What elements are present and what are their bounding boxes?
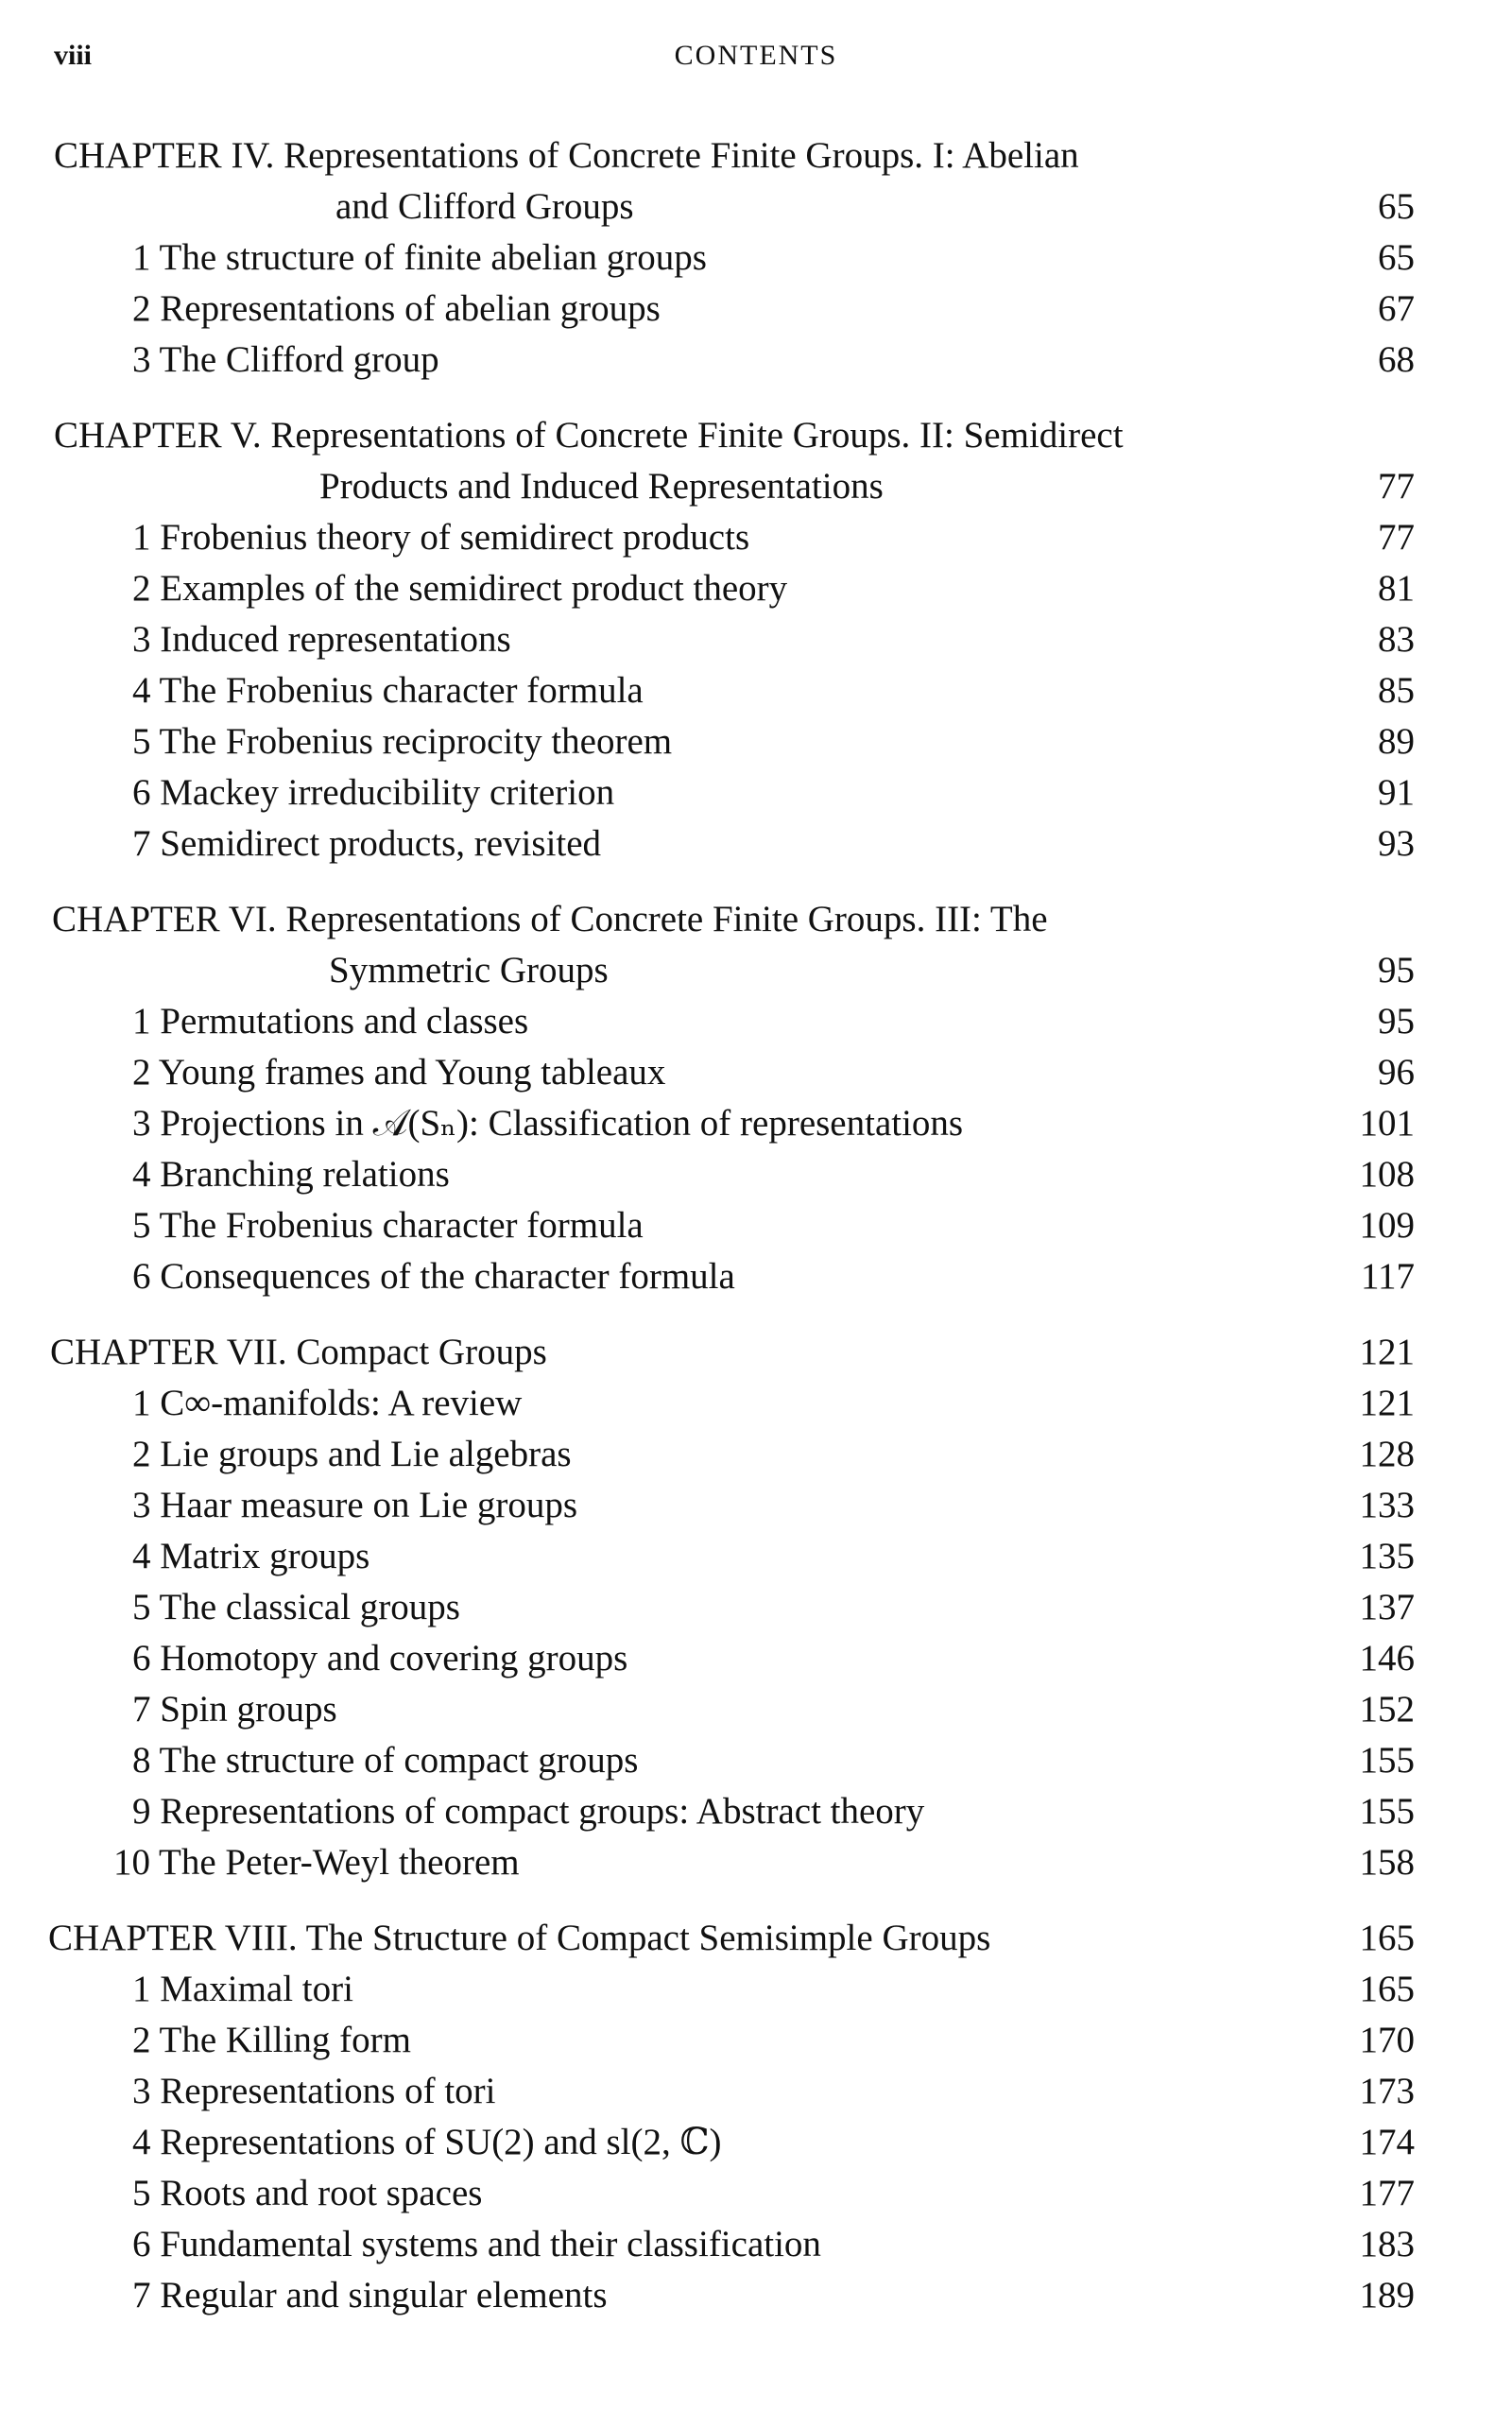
toc-entry[interactable]: 6 Homotopy and covering groups 146 (0, 1633, 1512, 1684)
toc-entry[interactable]: 2 Young frames and Young tableaux 96 (0, 1047, 1512, 1098)
entry-page: 108 (1359, 1154, 1415, 1195)
chapter-page: 165 (1359, 1918, 1415, 1958)
entry-page: 85 (1378, 670, 1415, 711)
toc-entry[interactable]: 7 Semidirect products, revisited 93 (0, 818, 1512, 869)
entry-page: 95 (1378, 1001, 1415, 1041)
entry-page: 93 (1378, 823, 1415, 864)
entry-page: 183 (1359, 2224, 1415, 2264)
entry-page: 165 (1359, 1969, 1415, 2009)
toc-entry[interactable]: 5 Roots and root spaces 177 (0, 2168, 1512, 2219)
chapter-page: 95 (1378, 950, 1415, 990)
toc-entry[interactable]: 3 Haar measure on Lie groups 133 (0, 1480, 1512, 1531)
toc-entry[interactable]: 7 Regular and singular elements 189 (0, 2270, 1512, 2321)
entry-page: 109 (1359, 1205, 1415, 1246)
toc-entry[interactable]: 2 Representations of abelian groups 67 (0, 284, 1512, 335)
entry-page: 89 (1378, 721, 1415, 762)
entry-page: 177 (1359, 2173, 1415, 2213)
toc-entry[interactable]: 6 Fundamental systems and their classification 183 (0, 2219, 1512, 2270)
entry-page: 68 (1378, 339, 1415, 380)
toc-entry[interactable]: 9 Representations of compact groups: Abstract theory 155 (0, 1786, 1512, 1837)
entry-page: 135 (1359, 1536, 1415, 1576)
chapter-title[interactable]: CHAPTER IV. Representations of Concrete Finite Groups. I: Abelian (54, 135, 1079, 176)
toc-entry[interactable]: 3 Projections in 𝒜(Sₙ): Classification of representations 101 (0, 1098, 1512, 1149)
entry-page: 121 (1359, 1383, 1415, 1423)
entry-page: 128 (1359, 1434, 1415, 1474)
chapter-title-continued[interactable]: Products and Induced Representations 77 (0, 461, 1512, 512)
running-title: CONTENTS (674, 40, 838, 71)
chapter-page: 121 (1359, 1332, 1415, 1372)
toc-entry[interactable]: 10 The Peter-Weyl theorem 158 (0, 1837, 1512, 1888)
entry-page: 155 (1359, 1791, 1415, 1832)
entry-page: 155 (1359, 1740, 1415, 1781)
chapter-title-continued[interactable]: and Clifford Groups 65 (0, 181, 1512, 232)
entry-page: 101 (1359, 1103, 1415, 1144)
chapter-iv (0, 130, 1512, 386)
toc-entry[interactable]: 2 The Killing form 170 (0, 2015, 1512, 2066)
toc-entry[interactable]: 5 The Frobenius reciprocity theorem 89 (0, 716, 1512, 767)
entry-page: 65 (1378, 237, 1415, 278)
entry-page: 137 (1359, 1587, 1415, 1627)
page-header (0, 40, 1512, 87)
entry-page: 117 (1360, 1256, 1415, 1297)
toc-entry[interactable]: 7 Spin groups 152 (0, 1684, 1512, 1735)
toc-entry[interactable]: 5 The Frobenius character formula 109 (0, 1200, 1512, 1251)
chapter-vii (0, 1327, 1512, 1888)
chapter-v (0, 410, 1512, 869)
chapter-page: 65 (1378, 186, 1415, 227)
toc-entry[interactable]: 8 The structure of compact groups 155 (0, 1735, 1512, 1786)
entry-page: 77 (1378, 517, 1415, 558)
toc-entry[interactable]: 1 Maximal tori 165 (0, 1964, 1512, 2015)
entry-page: 174 (1359, 2122, 1415, 2162)
chapter-vi (0, 894, 1512, 1302)
entry-page: 173 (1359, 2071, 1415, 2111)
toc-entry[interactable]: 1 C∞-manifolds: A review 121 (0, 1378, 1512, 1429)
entry-page: 146 (1359, 1638, 1415, 1678)
chapter-title-continued[interactable]: Symmetric Groups 95 (0, 945, 1512, 996)
toc-entry[interactable]: 1 Permutations and classes 95 (0, 996, 1512, 1047)
page-number: viii (54, 40, 93, 71)
toc-entry[interactable]: 5 The classical groups 137 (0, 1582, 1512, 1633)
toc-entry[interactable]: 3 Induced representations 83 (0, 614, 1512, 665)
chapter-title[interactable]: CHAPTER VI. Representations of Concrete Finite Groups. III: The (52, 899, 1048, 939)
toc-entry[interactable]: 4 Branching relations 108 (0, 1149, 1512, 1200)
entry-page: 158 (1359, 1842, 1415, 1883)
toc-entry[interactable]: 1 Frobenius theory of semidirect products 77 (0, 512, 1512, 563)
toc-entry[interactable]: 4 Matrix groups 135 (0, 1531, 1512, 1582)
toc-entry[interactable]: 4 Representations of SU(2) and sl(2, ℂ) 174 (0, 2117, 1512, 2168)
toc-entry[interactable]: 3 The Clifford group 68 (0, 335, 1512, 386)
toc-entry[interactable]: 3 Representations of tori 173 (0, 2066, 1512, 2117)
entry-page: 81 (1378, 568, 1415, 609)
table-of-contents (0, 130, 1512, 2346)
toc-entry[interactable]: 4 The Frobenius character formula 85 (0, 665, 1512, 716)
toc-entry[interactable]: 1 The structure of finite abelian groups 65 (0, 232, 1512, 284)
chapter-title[interactable]: CHAPTER VIII. The Structure of Compact Semisimple Groups 165 (0, 1913, 1512, 1964)
entry-page: 83 (1378, 619, 1415, 660)
toc-entry[interactable]: 6 Consequences of the character formula 117 (0, 1251, 1512, 1302)
entry-page: 152 (1359, 1689, 1415, 1730)
entry-page: 96 (1378, 1052, 1415, 1093)
toc-entry[interactable]: 2 Examples of the semidirect product theory 81 (0, 563, 1512, 614)
toc-entry[interactable]: 2 Lie groups and Lie algebras 128 (0, 1429, 1512, 1480)
chapter-title[interactable]: CHAPTER V. Representations of Concrete Finite Groups. II: Semidirect (54, 415, 1124, 456)
entry-page: 133 (1359, 1485, 1415, 1525)
toc-entry[interactable]: 6 Mackey irreducibility criterion 91 (0, 767, 1512, 818)
entry-page: 189 (1359, 2275, 1415, 2315)
entry-page: 67 (1378, 288, 1415, 329)
entry-page: 170 (1359, 2020, 1415, 2060)
chapter-title[interactable]: CHAPTER VII. Compact Groups 121 (0, 1327, 1512, 1378)
entry-page: 91 (1378, 772, 1415, 813)
chapter-viii (0, 1913, 1512, 2321)
chapter-page: 77 (1378, 466, 1415, 507)
